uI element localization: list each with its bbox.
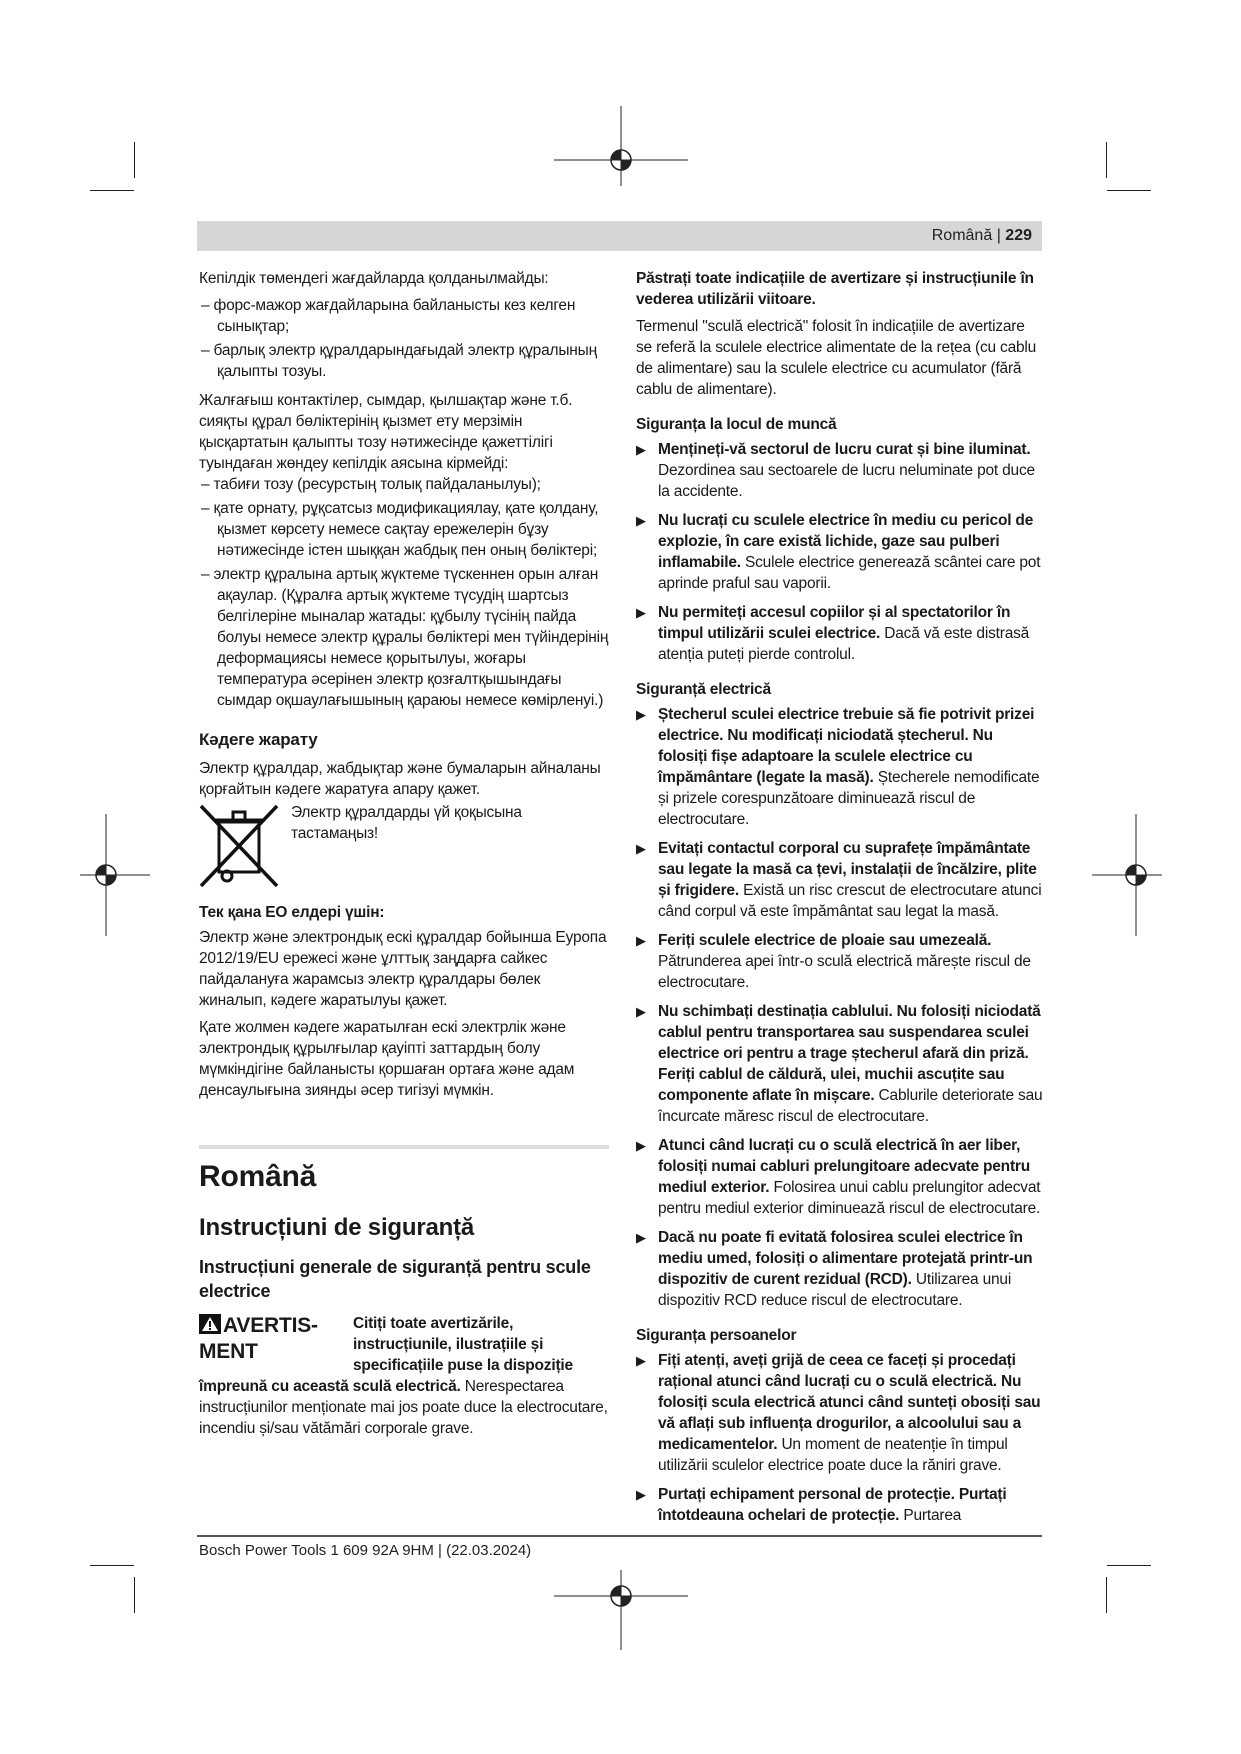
eu-paragraph: Электр және электрондық ескі құралдар бойынша Еуропа 2012/19/EU ережесі және ұлттық заңдарға сайкес пайдалануға жарамсыз электр құралдары бөлек жиналып, кәдеге жаратылуы қажет. [199, 929, 607, 1009]
warning-label [199, 1313, 349, 1365]
list-item [636, 510, 1044, 594]
bullet-arrow-icon: ▶ [636, 1138, 646, 1153]
bullet-arrow-icon: ▶ [636, 513, 646, 528]
bullet-bold: Mențineți-vă sectorul de lucru curat și bine iluminat. [658, 441, 1031, 458]
bullet-bold: Nu lucrați cu sculele electrice în mediu cu pericol de explozie, în care există lichide, gaze sau pulberi inflamabile. [658, 512, 1034, 571]
personal-safety-heading: Siguranța persoanelor [636, 1327, 797, 1344]
list-item: – электр құралына артық жүктеме түскеннен орын алған ақаулар. (Құралға артық жүктеме түсудің шартсыз белгілеріне мыналар жатады: құбылу түсінің пайда болуы немесе электр құралы бөліктері мен түйіндерінің деформациясы немесе қорытылуы, жоғары температура әсерінен электр қозғалтқышындағы сымдар оқшаулағышының қараюы немесе көмірленуі.) [201, 566, 609, 709]
bullet-text: Ștecherele nemodificate și prizele corespunzătoare diminuează riscul de electrocutare. [658, 769, 1040, 828]
list-item [636, 1484, 1044, 1526]
language-heading: Română [199, 1160, 317, 1193]
list-item [636, 1001, 1044, 1127]
bullet-text: Utilizarea unui dispozitiv RCD reduce riscul de electrocutare. [658, 1271, 1012, 1309]
list-item [636, 930, 1044, 993]
bullet-bold: Feriți sculele electrice de ploaie sau umezeală. [658, 932, 992, 949]
bullet-bold: Purtați echipament personal de protecție. Purtați întotdeauna ochelari de protecție. [658, 1486, 1007, 1524]
crop-mark [1106, 142, 1107, 178]
bullet-text: Un moment de neatenție în timpul utilizării sculelor electrice poate duce la răniri grave. [658, 1436, 1008, 1474]
bullet-bold: Fiți atenți, aveți grijă de ceea ce faceți și procedați rațional atunci când lucrați cu o sculă electrică. Nu folosiți scula electrică atunci când sunteți obosiți sau vă aflați sub influența drogurilor, a alcoolului sau a medicamentelor. [658, 1352, 1041, 1453]
warning-block [199, 1313, 609, 1439]
list-item [636, 838, 1044, 922]
term-paragraph: Termenul "sculă electrică" folosit în indicațiile de avertizare se referă la sculele electrice alimentate de la rețea (cu cablu de alimentare) sau la sculele electrice cu acumulator (fără cablu de alimentare). [636, 318, 1037, 398]
crop-mark [1107, 1565, 1151, 1566]
page-header [197, 221, 1042, 251]
weee-notice [199, 802, 609, 888]
crop-mark [134, 142, 135, 178]
bullet-arrow-icon: ▶ [636, 442, 646, 457]
bullet-text: Sculele electrice generează scântei care pot aprinde praful sau vaporii. [658, 554, 1041, 592]
bullet-text: Cablurile deteriorate sau încurcate măresc riscul de electrocutare. [658, 1087, 1043, 1125]
list-item: – табиғи тозу (ресурстың толық пайдаланылуы); [201, 476, 541, 493]
registration-mark-icon [554, 1570, 688, 1650]
list-item: – қате орнату, рұқсатсыз модификациялау, қате қолдану, қызмет көрсету немесе сақтау ережелерін бұзу нәтижесінде істен шыққан жабдық пен оның бөліктері; [201, 500, 599, 559]
keep-instructions: Păstrați toate indicațiile de avertizare și instrucțiunile în vederea utilizării viitoare. [636, 270, 1034, 308]
crop-mark [1107, 190, 1151, 191]
bullet-bold: Ștecherul sculei electrice trebuie să fie potrivit prizei electrice. Nu modificați niciodată ștecherul. Nu folosiți fișe adaptoare la sculele electrice cu împământare (legate la masă). [658, 706, 1035, 786]
list-item [636, 439, 1044, 502]
bullet-arrow-icon: ▶ [636, 933, 646, 948]
header-section: Română [931, 227, 993, 244]
bullet-text: Purtarea [903, 1507, 962, 1524]
footer-rule [197, 1535, 1042, 1537]
left-column [199, 268, 609, 1439]
bullet-bold: Dacă nu poate fi evitată folosirea sculei electrice în mediu umed, folosiți o alimentare protejată printr-un dispozitiv de curent rezidual (RCD). [658, 1229, 1033, 1288]
right-column [636, 268, 1044, 1534]
weee-text: Электр құралдарды үй қоқысына тастамаңыз! [291, 804, 522, 842]
warning-triangle-icon [199, 1314, 221, 1334]
bullet-bold: Evitați contactul corporal cu suprafețe împământate sau legate la masă ca țevi, instalații de încălzire, plite și frigidere. [658, 840, 1037, 899]
page-number: 229 [1005, 227, 1032, 244]
header-separator: | [996, 227, 1001, 244]
warranty-intro: Кепілдік төмендегі жағдайларда қолданылмайды: [199, 270, 549, 287]
registration-mark-icon [1092, 814, 1162, 936]
bullet-arrow-icon: ▶ [636, 1353, 646, 1368]
disposal-heading: Кәдеге жарату [199, 730, 318, 749]
bullet-arrow-icon: ▶ [636, 605, 646, 620]
list-item [636, 1227, 1044, 1311]
bullet-arrow-icon: ▶ [636, 1487, 646, 1502]
warning-text: Nerespectarea instrucțiunilor menționate mai jos poate duce la electrocutare, incendiu și/sau vătămări corporale grave. [199, 1378, 608, 1437]
disposal-text: Электр құралдар, жабдықтар және бумаларын айналаны қорғайтын кәдеге жаратуға апару қажет. [199, 760, 601, 798]
section-divider [199, 1145, 609, 1149]
bullet-text: Există un risc crescut de electrocutare atunci când corpul vă este împământat sau legat la masă. [658, 882, 1042, 920]
general-safety-heading: Instrucțiuni generale de siguranță pentru scule electrice [199, 1257, 591, 1301]
eu-paragraph: Қате жолмен кәдеге жаратылған ескі электрлік және электрондық құрылғылар қауіпті заттардың болу мүмкіндігіне байланысты қоршаған ортаға және адам денсаулығына зиянды әсер тигізуі мүмкін. [199, 1019, 575, 1099]
bullet-arrow-icon: ▶ [636, 1004, 646, 1019]
bullet-text: Folosirea unui cablu prelungitor adecvat pentru mediul exterior diminuează riscul de electrocutare. [658, 1179, 1041, 1217]
page-footer: Bosch Power Tools 1 609 92A 9HM | (22.03.2024) [199, 1542, 532, 1559]
bullet-text: Dacă vă este distrasă atenția puteți pierde controlul. [658, 625, 1030, 663]
list-item: – барлық электр құралдарындағыдай электр құралының қалыпты тозуы. [201, 342, 597, 380]
electrical-heading: Siguranță electrică [636, 681, 771, 698]
warning-label-text: AVERTIS-MENT [199, 1314, 318, 1363]
list-item [636, 704, 1044, 830]
list-item [636, 1135, 1044, 1219]
list-item: – форс-мажор жағдайларына байланысты кез келген сынықтар; [201, 297, 576, 335]
safety-heading: Instrucțiuni de siguranță [199, 1214, 475, 1241]
crop-mark [90, 190, 134, 191]
crop-mark [90, 1565, 134, 1566]
bullet-bold: Atunci când lucrați cu o sculă electrică în aer liber, folosiți numai cabluri prelungitoare adecvate pentru mediul exterior. [658, 1137, 1031, 1196]
bullet-arrow-icon: ▶ [636, 841, 646, 856]
eu-heading: Тек қана ЕО елдері үшін: [199, 904, 385, 921]
bullet-bold: Nu permiteți accesul copiilor și al spectatorilor în timpul utilizării sculei electrice. [658, 604, 1011, 642]
registration-mark-icon [80, 814, 150, 936]
registration-mark-icon [554, 106, 688, 186]
bullet-text: Dezordinea sau sectoarele de lucru neluminate pot duce la accidente. [658, 462, 1035, 500]
list-item [636, 602, 1044, 665]
bullet-arrow-icon: ▶ [636, 1230, 646, 1245]
crop-mark [134, 1577, 135, 1613]
bullet-bold: Nu schimbați destinația cablului. Nu folosiți niciodată cablul pentru transportarea sau suspendarea sculei electrice ori pentru a trage ștecherul afară din priză. Feriți cablul de căldură, ulei, muchii ascuțite sau componente aflate în mișcare. [658, 1003, 1041, 1104]
bullet-text: Pătrunderea apei într-o sculă electrică mărește riscul de electrocutare. [658, 953, 1031, 991]
header-text [932, 227, 1032, 245]
list-item [636, 1350, 1044, 1476]
work-area-heading: Siguranța la locul de muncă [636, 416, 837, 433]
warning-bold-text: Citiți toate avertizările, instrucțiunile, ilustrațiile și specificațiile puse la dispoziție împreună cu această sculă electrică. [199, 1315, 573, 1395]
crop-mark [1106, 1577, 1107, 1613]
crossed-out-bin-icon [199, 802, 279, 888]
wear-paragraph: Жалғағыш контактілер, сымдар, қылшақтар және т.б. сияқты құрал бөліктерінің қызмет ету мерзімін қысқартатын қалыпты тозу нәтижесінде қажеттілігі туындаған жөндеу кепілдік аясына кірмейді: [199, 392, 573, 472]
bullet-arrow-icon: ▶ [636, 707, 646, 722]
